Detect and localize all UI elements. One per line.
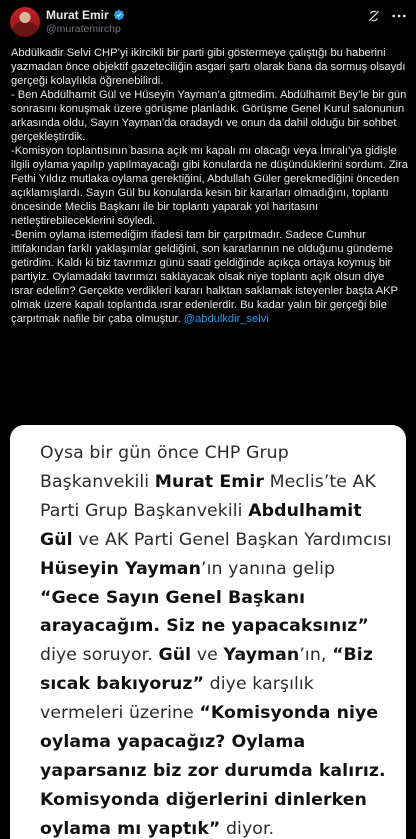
grok-edit-icon[interactable] (367, 9, 381, 23)
avatar[interactable] (10, 7, 40, 37)
author-handle[interactable]: @muratemirchp (46, 23, 121, 35)
quote-bold: “Komisyonda niye oylama yapacağız? Oylama yaparsanız biz zor durumda kalırız. Komisyonda diğerlerini dinlerken oylama mı yaptık” (40, 703, 386, 839)
attached-image-card[interactable] (10, 425, 406, 839)
tweet-paragraph-last (11, 228, 409, 326)
tweet-paragraph: Abdülkadir Selvi CHP’yi ikircikli bir parti gibi göstermeye çalıştığı bu haberini yazmadan önce objektif gazeteciliğin asgari şartı olarak bana da sormuş olsaydı gerçeği kolaylıkla öğrenebilirdi. (11, 47, 406, 87)
tweet-paragraph-text: -Benim oylama istemediğim ifadesi tam bir çarpıtmadır. Sadece Cumhur ittifakından farklı yaklaşımlar geldiğini, son kararlarının ne olduğunu gündeme getirdim. Kaldı ki biz tavrımızı günü saati geldiğinde açıkça ortaya koymuş bir partiyiz. Oylamadaki tavrımızı saklayacak olsak niye toplantı açık olsun diye ısrar edelim? Gerçekte verdikleri kararı halktan saklamak isteyenler başta AKP olmak üzere kapalı toplantıda ısrar edenlerdir. Bu kadar yalın bir gerçeği bile çarpıtmak nafile bir çaba olmuştur. (11, 229, 398, 325)
quote-bold: “Gece Sayın Genel Başkanı arayacağım. Siz ne yapacaksınız” (40, 587, 369, 637)
quote-segment: ve (191, 645, 224, 666)
quote-segment: diye soruyor. (40, 645, 159, 666)
quote-bold: Abdulhamit Gül (40, 500, 362, 550)
author-display-name[interactable]: Murat Emir (46, 8, 109, 22)
quote-bold: “Biz sıcak bakıyoruz” (40, 645, 373, 695)
quote-segment: Meclis’te AK Parti Grup Başkanvekili (40, 471, 376, 521)
tweet-paragraph: -Komisyon toplantısının basına açık mı kapalı mı olacağı veya İmralı’ya gidişle ilgili oylama yapılıp yapılmayacağı gibi konularda ne düşündüklerini sordum. Zira Fethi Yıldız mutlaka oylama gerektiğini, Abdullah Güler gerekmediğini önceden açıklamışlardı. Sayın Gül bu konularda kesin bir kararları olmadığını, toplantı öncesinde Meclis Başkanı ile bir toplantı yaparak yol haritasını netleştirebileceklerini söyledi. (11, 145, 408, 227)
quote-segment: ’ın yanına gelip (200, 558, 336, 579)
tweet-body (11, 46, 409, 326)
quote-segment: ve AK Parti Genel Başkan Yardımcısı (72, 529, 392, 550)
quote-bold: Gül (158, 645, 192, 666)
verified-badge-icon (113, 9, 125, 21)
quote-segment: diyor. (220, 818, 275, 839)
quote-bold: Yayman (223, 645, 300, 666)
quote-text (40, 439, 392, 839)
tweet-header (0, 0, 416, 40)
quote-bold: Hüseyin Yayman (40, 558, 201, 579)
quote-segment: ’ın, (299, 645, 333, 666)
author-name-row (46, 8, 125, 22)
quote-bold: Murat Emir (154, 471, 264, 492)
tweet-paragraph: - Ben Abdülhamit Gül ve Hüseyin Yayman’a gitmedim. Abdülhamit Bey’le bir gün sonrasını konuşmak üzere görüşme planladık. Görüşme Genel Kurul salonunun arkasında oldu, Sayın Yayman’da oradaydı ve onun da dahil olduğu bir sohbet gerçekleştirdik. (11, 89, 407, 143)
more-options-icon[interactable] (391, 9, 407, 23)
quote-segment: Oysa bir gün önce CHP Grup Başkanvekili (40, 443, 289, 492)
quote-segment: diye karşılık vermeleri üzerine (40, 674, 314, 724)
mention-link[interactable]: @abdulkdir_selvi (183, 313, 269, 325)
